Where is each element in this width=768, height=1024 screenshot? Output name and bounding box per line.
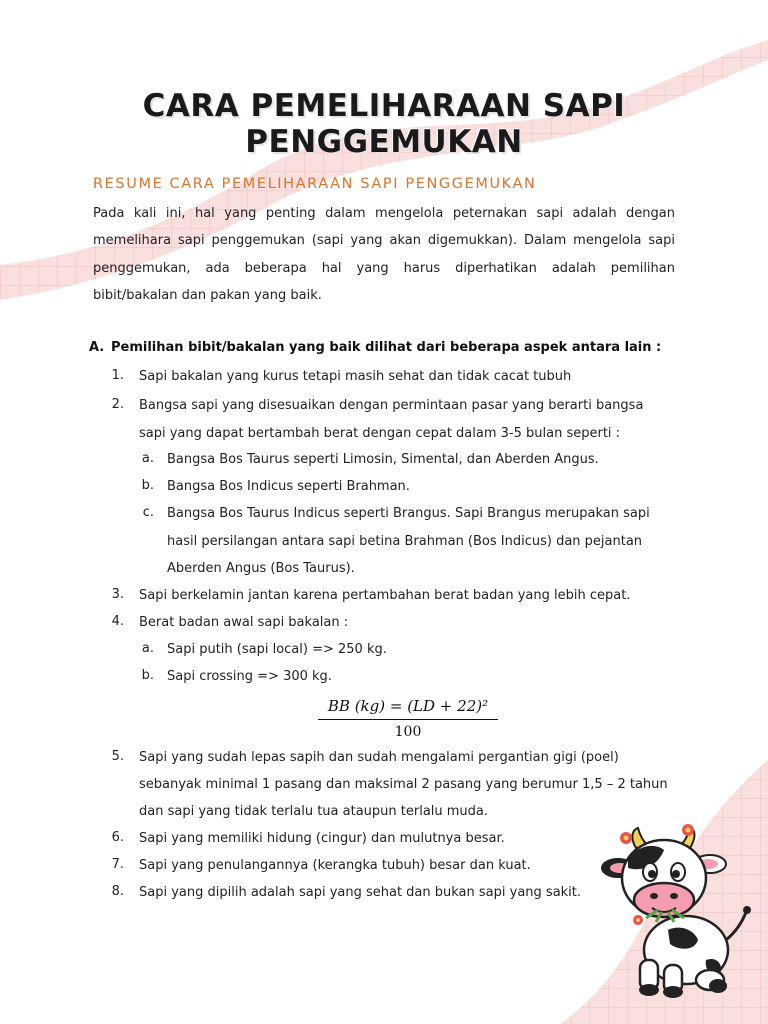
sub-item-letter: b. bbox=[141, 668, 154, 683]
formula-denominator: 100 bbox=[394, 724, 422, 740]
page-title: CARA PEMELIHARAAN SAPI PENGGEMUKAN bbox=[142, 88, 626, 160]
sub-item-letter: b. bbox=[141, 478, 154, 493]
sub-list-item-line: Aberden Angus (Bos Taurus). bbox=[167, 561, 355, 576]
list-item-line: Bangsa sapi yang disesuaikan dengan permintaan pasar yang berarti bangsa bbox=[139, 398, 644, 413]
list-item-line: Sapi yang sudah lepas sapih dan sudah mengalami pergantian gigi (poel) bbox=[139, 750, 619, 765]
list-item: Sapi yang dipilih adalah sapi yang sehat dan bukan sapi yang sakit. bbox=[139, 885, 582, 900]
sub-list-item: Sapi crossing => 300 kg. bbox=[167, 669, 332, 684]
list-item-number: 3. bbox=[111, 587, 124, 602]
section-subtitle: RESUME CARA PEMELIHARAAN SAPI PENGGEMUKAN bbox=[93, 176, 537, 192]
section-a-letter: A. bbox=[89, 340, 105, 355]
sub-item-letter: a. bbox=[141, 451, 154, 466]
list-item-number: 6. bbox=[111, 830, 124, 845]
list-item: Sapi berkelamin jantan karena pertambahan berat badan yang lebih cepat. bbox=[139, 588, 631, 603]
sub-list-item: Sapi putih (sapi local) => 250 kg. bbox=[167, 642, 387, 657]
fraction-bar bbox=[318, 719, 498, 720]
list-item-number: 8. bbox=[111, 884, 124, 899]
section-a-title: Pemilihan bibit/bakalan yang baik dilihat dari beberapa aspek antara lain : bbox=[111, 340, 662, 355]
list-item-line: sebanyak minimal 1 pasang dan maksimal 2 pasang yang berumur 1,5 – 2 tahun bbox=[139, 777, 668, 792]
sub-list-item: Bangsa Bos Taurus seperti Limosin, Simental, dan Aberden Angus. bbox=[167, 452, 599, 467]
cartoon-cow-icon bbox=[598, 820, 758, 1000]
list-item-number: 7. bbox=[111, 857, 124, 872]
list-item-line: sapi yang dapat bertambah berat dengan cepat dalam 3-5 bulan seperti : bbox=[139, 426, 621, 441]
list-item: Berat badan awal sapi bakalan : bbox=[139, 615, 349, 630]
weight-formula bbox=[0, 694, 768, 742]
sub-item-letter: a. bbox=[141, 641, 154, 656]
sub-list-item-line: Bangsa Bos Taurus Indicus seperti Brangus. Sapi Brangus merupakan sapi bbox=[167, 506, 650, 521]
list-item-number: 1. bbox=[111, 368, 124, 383]
list-item-number: 5. bbox=[111, 749, 124, 764]
section-a-heading bbox=[89, 340, 661, 355]
formula-fraction bbox=[318, 694, 498, 743]
sub-list-item-line: hasil persilangan antara sapi betina Brahman (Bos Indicus) dan pejantan bbox=[167, 534, 643, 549]
list-item-number: 4. bbox=[111, 614, 124, 629]
list-item: Sapi yang memiliki hidung (cingur) dan mulutnya besar. bbox=[139, 831, 505, 846]
list-item-number: 2. bbox=[111, 397, 124, 412]
list-item: Sapi yang penulangannya (kerangka tubuh) besar dan kuat. bbox=[139, 858, 531, 873]
list-item: Sapi bakalan yang kurus tetapi masih sehat dan tidak cacat tubuh bbox=[139, 369, 572, 384]
intro-paragraph: Pada kali ini, hal yang penting dalam mengelola peternakan sapi adalah dengan memelihara sapi penggemukan (sapi yang akan digemukkan). Dalam mengelola sapi penggemukan, ada beberapa hal yang harus diperhatikan adalah pemilihan bibit/bakalan dan pakan yang baik. bbox=[93, 206, 675, 303]
sub-list-item: Bangsa Bos Indicus seperti Brahman. bbox=[167, 479, 410, 494]
sub-item-letter: c. bbox=[142, 505, 154, 520]
list-item-line: dan sapi yang tidak terlalu tua ataupun terlalu muda. bbox=[139, 804, 489, 819]
formula-numerator: BB (kg) = (LD + 22)² bbox=[327, 697, 489, 715]
